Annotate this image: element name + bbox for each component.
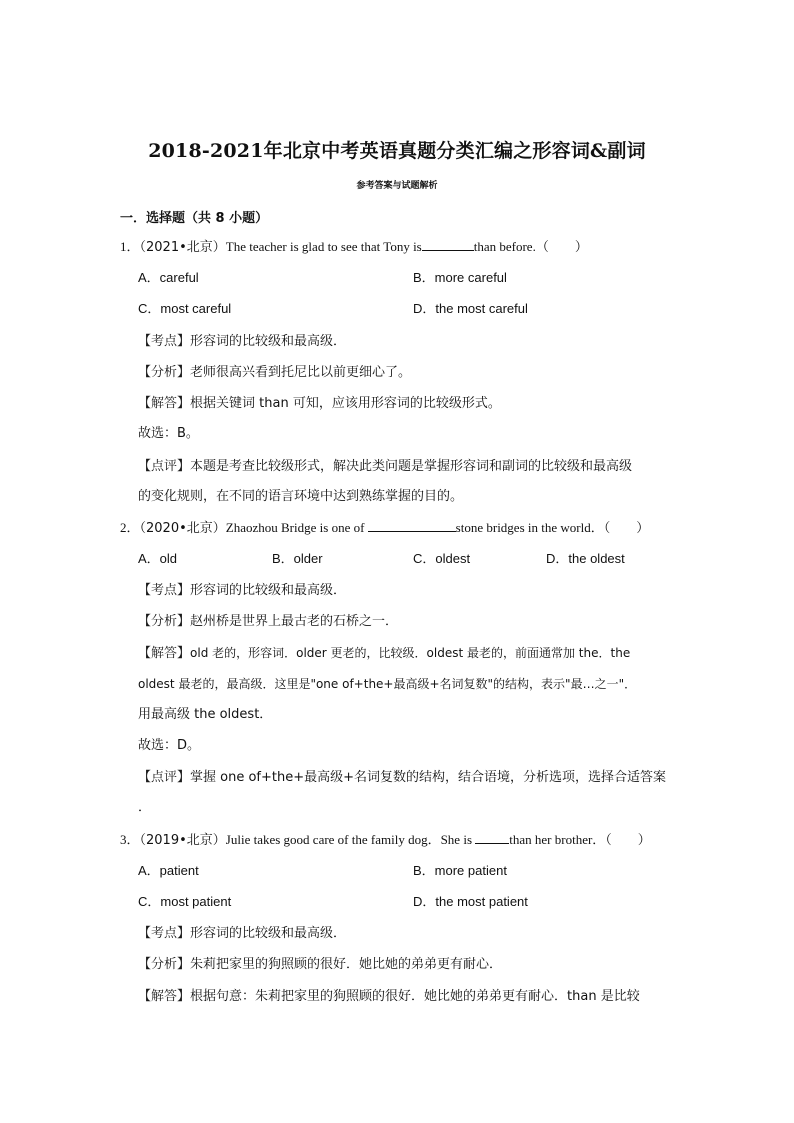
question-number: 2． (120, 520, 140, 535)
kaodian-tag: 【考点】 (138, 334, 191, 349)
dianping-tag: 【点评】 (138, 459, 191, 474)
jieda-tag: 【解答】 (138, 396, 191, 411)
question-text: The teacher is glad to see that Tony is (225, 239, 422, 254)
fenxi-line (138, 363, 411, 382)
document-title: 2018-2021年北京中考英语真题分类汇编之形容词&副词 (148, 140, 646, 162)
answer-line: 故选：D。 (138, 738, 201, 753)
dianping-line (138, 457, 632, 476)
question-2-stem (120, 519, 649, 538)
question-text: Zhaozhou Bridge is one of (225, 520, 365, 535)
answer-blank (368, 519, 456, 532)
question-number: 3． (120, 832, 140, 847)
question-source: （2020•北京） (139, 521, 226, 536)
kaodian-tag: 【考点】 (138, 926, 191, 941)
question-number: 1． (120, 239, 140, 254)
jieda-tag: 【解答】 (138, 989, 191, 1004)
question-text: stone bridges in the world．（ ） (455, 520, 650, 535)
option-a: A．patient (138, 863, 199, 878)
kaodian-line (138, 581, 346, 600)
kaodian-tag: 【考点】 (138, 583, 191, 598)
jieda-tag: 【解答】 (138, 646, 191, 661)
question-text: Julie takes good care of the family dog．She is (225, 832, 473, 847)
option-a: A．careful (138, 270, 199, 285)
jieda-line-3: 用最高级 the oldest． (138, 707, 273, 722)
question-3-stem (120, 831, 651, 850)
option-c: C．most patient (138, 894, 232, 909)
option-d: D．the oldest (546, 551, 625, 566)
kaodian-line (138, 924, 346, 943)
kaodian-text: 形容词的比较级和最高级． (190, 334, 347, 349)
fenxi-tag: 【分析】 (138, 614, 191, 629)
option-b: B．more patient (413, 863, 507, 878)
option-a: A．old (138, 551, 178, 566)
jieda-line (138, 987, 640, 1006)
fenxi-text: 老师很高兴看到托尼比以前更细心了。 (190, 365, 412, 380)
fenxi-tag: 【分析】 (138, 365, 191, 380)
answer-blank (422, 238, 474, 251)
answer-line: 故选：B。 (138, 426, 199, 441)
option-b: B．older (272, 551, 323, 566)
dianping-text: 掌握 one of+the+最高级+名词复数的结构，结合语境，分析选项，选择合适答案 (190, 770, 667, 785)
kaodian-text: 形容词的比较级和最高级． (190, 926, 347, 941)
fenxi-line (138, 612, 398, 631)
option-b: B．more careful (413, 270, 507, 285)
jieda-line (138, 394, 501, 413)
jieda-line (138, 644, 630, 663)
option-d: D．the most patient (413, 894, 528, 909)
option-c: C．most careful (138, 301, 232, 316)
question-text: than her brother．（ ） (509, 832, 651, 847)
kaodian-line (138, 332, 346, 351)
dianping-line (138, 768, 666, 787)
dianping-tag: 【点评】 (138, 770, 191, 785)
document-subtitle: 参考答案与试题解析 (356, 181, 438, 191)
option-d: D．the most careful (413, 301, 528, 316)
section-header: 一．选择题（共 8 小题） (120, 211, 269, 226)
jieda-text: old 老的，形容词．older 更老的，比较级．oldest 最老的，前面通常加 the．the (190, 646, 631, 660)
question-text: than before.（ ） (473, 239, 588, 254)
answer-blank (475, 831, 509, 844)
question-1-stem (120, 238, 588, 257)
fenxi-line (138, 955, 502, 974)
jieda-text: 根据关键词 than 可知，应该用形容词的比较级形式。 (190, 396, 501, 411)
question-source: （2019•北京） (139, 833, 226, 848)
fenxi-tag: 【分析】 (138, 957, 191, 972)
option-c: C．oldest (413, 551, 471, 566)
fenxi-text: 朱莉把家里的狗照顾的很好．她比她的弟弟更有耐心． (190, 957, 503, 972)
kaodian-text: 形容词的比较级和最高级． (190, 583, 347, 598)
dianping-line-2: ． (138, 800, 152, 815)
fenxi-text: 赵州桥是世界上最古老的石桥之一． (190, 614, 399, 629)
jieda-line-2: oldest 最老的，最高级．这里是"one of+the+最高级+名词复数"的结构，表示"最…之一"． (138, 677, 637, 691)
question-source: （2021•北京） (139, 240, 226, 255)
jieda-text: 根据句意：朱莉把家里的狗照顾的很好．她比她的弟弟更有耐心．than 是比较 (190, 989, 640, 1004)
dianping-text: 本题是考查比较级形式，解决此类问题是掌握形容词和副词的比较级和最高级 (190, 459, 633, 474)
dianping-line-2: 的变化规则，在不同的语言环境中达到熟练掌握的目的。 (138, 489, 464, 504)
